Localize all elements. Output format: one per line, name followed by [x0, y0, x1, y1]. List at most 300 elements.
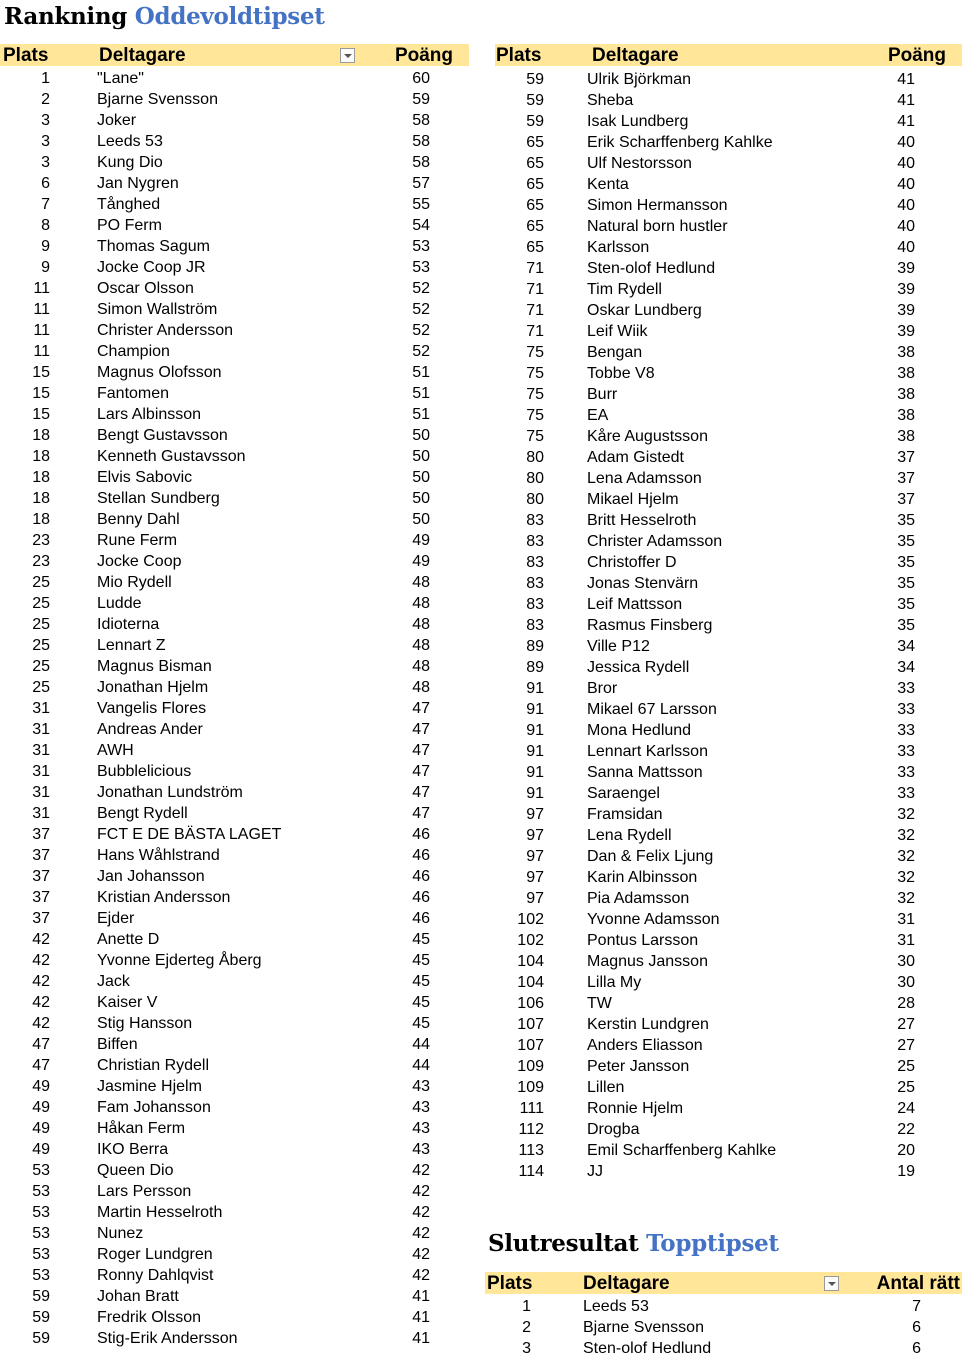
cell-poang: 27	[897, 1016, 915, 1033]
cell-deltagare: Simon Hermansson	[587, 197, 728, 214]
cell-poang: 35	[897, 554, 915, 571]
cell-poang: 42	[412, 1246, 430, 1263]
cell-deltagare: Drogba	[587, 1121, 640, 1138]
table-row	[0, 1181, 469, 1202]
table-row	[0, 446, 469, 467]
cell-deltagare: "Lane"	[97, 70, 144, 87]
cell-deltagare: Leif Wiik	[587, 323, 648, 340]
cell-deltagare: Hans Wåhlstrand	[97, 847, 220, 864]
cell-plats: 104	[517, 953, 544, 970]
table-row	[495, 384, 962, 405]
cell-poang: 34	[897, 659, 915, 676]
cell-poang: 35	[897, 575, 915, 592]
table-row	[0, 1265, 469, 1286]
cell-deltagare: Framsidan	[587, 806, 663, 823]
cell-plats: 59	[526, 92, 544, 109]
table-row	[0, 320, 469, 341]
cell-plats: 75	[526, 365, 544, 382]
cell-plats: 37	[32, 868, 50, 885]
cell-poang: 60	[412, 70, 430, 87]
cell-poang: 32	[897, 869, 915, 886]
cell-deltagare: Ulrik Björkman	[587, 71, 692, 88]
table-row	[495, 930, 962, 951]
cell-plats: 11	[33, 280, 50, 297]
cell-plats: 107	[517, 1037, 544, 1054]
cell-plats: 37	[32, 889, 50, 906]
cell-poang: 49	[412, 553, 430, 570]
cell-poang: 39	[897, 281, 915, 298]
cell-plats: 53	[32, 1162, 50, 1179]
cell-poang: 33	[897, 743, 915, 760]
cell-plats: 15	[32, 364, 50, 381]
cell-deltagare: Andreas Ander	[97, 721, 203, 738]
cell-deltagare: Jonathan Hjelm	[97, 679, 209, 696]
table-row	[0, 404, 469, 425]
table-row	[495, 636, 962, 657]
table-row	[485, 1296, 962, 1317]
cell-deltagare: Jan Nygren	[97, 175, 179, 192]
cell-plats: 83	[526, 533, 544, 550]
cell-plats: 42	[32, 952, 50, 969]
table-row	[495, 825, 962, 846]
cell-plats: 59	[526, 71, 544, 88]
cell-plats: 97	[526, 890, 544, 907]
table-row	[0, 1286, 469, 1307]
cell-deltagare: Dan & Felix Ljung	[587, 848, 714, 865]
cell-plats: 106	[517, 995, 544, 1012]
cell-poang: 39	[897, 323, 915, 340]
cell-plats: 23	[32, 553, 50, 570]
table-row	[0, 1055, 469, 1076]
cell-plats: 102	[517, 911, 544, 928]
table-row	[0, 173, 469, 194]
cell-poang: 45	[412, 1015, 430, 1032]
cell-plats: 25	[32, 574, 50, 591]
table-row	[0, 509, 469, 530]
cell-deltagare: Sheba	[587, 92, 634, 109]
cell-plats: 25	[32, 595, 50, 612]
cell-deltagare: Mikael Hjelm	[587, 491, 679, 508]
cell-poang: 47	[412, 721, 430, 738]
cell-poang: 48	[412, 679, 430, 696]
cell-deltagare: Leeds 53	[583, 1298, 649, 1315]
cell-plats: 97	[526, 806, 544, 823]
table-row	[0, 131, 469, 152]
cell-plats: 31	[32, 742, 50, 759]
cell-poang: 58	[412, 112, 430, 129]
cell-deltagare: Leeds 53	[97, 133, 163, 150]
table-row	[495, 720, 962, 741]
cell-plats: 31	[32, 784, 50, 801]
table-row	[495, 1035, 962, 1056]
cell-plats: 9	[41, 238, 50, 255]
cell-poang: 43	[412, 1141, 430, 1158]
table-row	[0, 698, 469, 719]
cell-plats: 6	[41, 175, 50, 192]
table-row	[0, 530, 469, 551]
cell-plats: 15	[32, 385, 50, 402]
cell-plats: 107	[517, 1016, 544, 1033]
cell-deltagare: Oscar Olsson	[97, 280, 194, 297]
table-row	[0, 929, 469, 950]
cell-plats: 18	[32, 511, 50, 528]
table-row	[495, 552, 962, 573]
cell-deltagare: Lennart Karlsson	[587, 743, 708, 760]
table-row	[0, 488, 469, 509]
table-row	[495, 447, 962, 468]
cell-plats: 37	[32, 826, 50, 843]
cell-plats: 75	[526, 407, 544, 424]
cell-deltagare: Elvis Sabovic	[97, 469, 193, 486]
table-row	[495, 615, 962, 636]
cell-plats: 59	[32, 1288, 50, 1305]
table-row	[0, 887, 469, 908]
cell-poang: 32	[897, 806, 915, 823]
header-plats: Plats	[3, 45, 49, 66]
cell-poang: 41	[412, 1288, 430, 1305]
cell-poang: 45	[412, 931, 430, 948]
table-row	[0, 152, 469, 173]
cell-plats: 42	[32, 1015, 50, 1032]
cell-poang: 31	[897, 932, 915, 949]
cell-poang: 33	[897, 701, 915, 718]
table-row	[495, 594, 962, 615]
cell-deltagare: Joker	[97, 112, 137, 129]
cell-deltagare: Stig-Erik Andersson	[97, 1330, 238, 1347]
cell-plats: 89	[526, 659, 544, 676]
cell-deltagare: Ludde	[97, 595, 142, 612]
cell-poang: 33	[897, 722, 915, 739]
table-row	[0, 299, 469, 320]
table-row	[0, 971, 469, 992]
ranking-right-table	[495, 69, 962, 1182]
ranking-title	[4, 2, 325, 32]
cell-deltagare: Jocke Coop	[97, 553, 182, 570]
table-row	[495, 216, 962, 237]
cell-deltagare: Lena Rydell	[587, 827, 672, 844]
table-row	[0, 1118, 469, 1139]
cell-deltagare: Christer Andersson	[97, 322, 234, 339]
cell-deltagare: Burr	[587, 386, 618, 403]
cell-deltagare: Anders Eliasson	[587, 1037, 703, 1054]
cell-deltagare: Sten-olof Hedlund	[587, 260, 716, 277]
cell-poang: 35	[897, 533, 915, 550]
table-row	[0, 1328, 469, 1349]
cell-deltagare: Karin Albinsson	[587, 869, 698, 886]
cell-deltagare: Saraengel	[587, 785, 660, 802]
cell-plats: 53	[32, 1183, 50, 1200]
table-row	[495, 1098, 962, 1119]
cell-plats: 25	[32, 658, 50, 675]
cell-poang: 51	[412, 406, 430, 423]
cell-deltagare: AWH	[97, 742, 134, 759]
cell-plats: 37	[32, 910, 50, 927]
table-row	[495, 1161, 962, 1182]
cell-deltagare: Bjarne Svensson	[97, 91, 218, 108]
table-row	[495, 951, 962, 972]
table-row	[0, 1097, 469, 1118]
table-row	[0, 740, 469, 761]
cell-plats: 15	[32, 406, 50, 423]
cell-deltagare: Kenneth Gustavsson	[97, 448, 246, 465]
table-row	[495, 426, 962, 447]
cell-poang: 59	[412, 91, 430, 108]
cell-plats: 91	[526, 680, 544, 697]
cell-poang: 46	[412, 889, 430, 906]
cell-poang: 37	[897, 491, 915, 508]
cell-deltagare: Jessica Rydell	[587, 659, 690, 676]
table-row	[485, 1338, 962, 1359]
cell-plats: 9	[41, 259, 50, 276]
cell-poang: 40	[897, 155, 915, 172]
cell-deltagare: Oskar Lundberg	[587, 302, 702, 319]
table-row	[495, 69, 962, 90]
table-row	[495, 972, 962, 993]
cell-deltagare: Ronny Dahlqvist	[97, 1267, 214, 1284]
cell-plats: 91	[526, 785, 544, 802]
table-row	[0, 551, 469, 572]
table-row	[0, 425, 469, 446]
cell-poang: 57	[412, 175, 430, 192]
cell-poang: 48	[412, 658, 430, 675]
table-row	[495, 657, 962, 678]
cell-deltagare: Jocke Coop JR	[97, 259, 206, 276]
cell-deltagare: Ejder	[97, 910, 135, 927]
cell-plats: 42	[32, 973, 50, 990]
cell-deltagare: Isak Lundberg	[587, 113, 689, 130]
cell-poang: 35	[897, 617, 915, 634]
filter-dropdown-icon[interactable]	[824, 1276, 839, 1291]
cell-deltagare: Lars Persson	[97, 1183, 192, 1200]
table-row	[495, 846, 962, 867]
cell-plats: 25	[32, 616, 50, 633]
cell-poang: 45	[412, 973, 430, 990]
cell-plats: 47	[32, 1057, 50, 1074]
cell-deltagare: Martin Hesselroth	[97, 1204, 223, 1221]
table-row	[0, 1139, 469, 1160]
cell-poang: 41	[412, 1330, 430, 1347]
cell-deltagare: Biffen	[97, 1036, 138, 1053]
cell-plats: 80	[526, 449, 544, 466]
table-row	[0, 236, 469, 257]
cell-deltagare: IKO Berra	[97, 1141, 169, 1158]
cell-plats: 18	[32, 427, 50, 444]
cell-deltagare: Benny Dahl	[97, 511, 180, 528]
cell-poang: 50	[412, 448, 430, 465]
cell-poang: 40	[897, 218, 915, 235]
cell-deltagare: Stig Hansson	[97, 1015, 193, 1032]
table-row	[0, 467, 469, 488]
cell-plats: 71	[526, 260, 544, 277]
table-row	[0, 782, 469, 803]
table-row	[0, 1013, 469, 1034]
cell-deltagare: Britt Hesselroth	[587, 512, 697, 529]
cell-plats: 18	[32, 448, 50, 465]
table-row	[0, 278, 469, 299]
cell-plats: 1	[522, 1298, 531, 1315]
table-row	[0, 950, 469, 971]
cell-poang: 48	[412, 574, 430, 591]
cell-poang: 43	[412, 1120, 430, 1137]
table-row	[0, 593, 469, 614]
cell-antal-ratt: 7	[912, 1298, 921, 1315]
cell-plats: 109	[517, 1079, 544, 1096]
cell-deltagare: Erik Scharffenberg Kahlke	[587, 134, 773, 151]
cell-poang: 25	[897, 1058, 915, 1075]
table-row	[0, 362, 469, 383]
table-row	[0, 572, 469, 593]
cell-deltagare: FCT E DE BÄSTA LAGET	[97, 826, 282, 843]
cell-deltagare: Fantomen	[97, 385, 170, 402]
cell-deltagare: Queen Dio	[97, 1162, 174, 1179]
cell-deltagare: Johan Bratt	[97, 1288, 179, 1305]
cell-plats: 111	[519, 1100, 544, 1117]
cell-deltagare: Magnus Bisman	[97, 658, 212, 675]
header-plats: Plats	[487, 1273, 533, 1294]
cell-poang: 50	[412, 490, 430, 507]
cell-poang: 47	[412, 784, 430, 801]
cell-plats: 97	[526, 827, 544, 844]
cell-plats: 75	[526, 428, 544, 445]
table-row	[0, 908, 469, 929]
cell-plats: 83	[526, 596, 544, 613]
cell-poang: 58	[412, 133, 430, 150]
cell-deltagare: Tim Rydell	[587, 281, 662, 298]
cell-plats: 31	[32, 700, 50, 717]
cell-deltagare: Bubblelicious	[97, 763, 192, 780]
cell-poang: 52	[412, 322, 430, 339]
cell-plats: 53	[32, 1267, 50, 1284]
cell-deltagare: Bror	[587, 680, 618, 697]
cell-poang: 53	[412, 259, 430, 276]
cell-plats: 65	[526, 239, 544, 256]
cell-plats: 59	[32, 1309, 50, 1326]
cell-plats: 18	[32, 469, 50, 486]
cell-deltagare: Lilla My	[587, 974, 642, 991]
cell-plats: 65	[526, 134, 544, 151]
cell-poang: 39	[897, 260, 915, 277]
cell-plats: 83	[526, 512, 544, 529]
cell-deltagare: Simon Wallström	[97, 301, 218, 318]
table-row	[0, 1160, 469, 1181]
table-row	[495, 510, 962, 531]
cell-deltagare: Ulf Nestorsson	[587, 155, 692, 172]
cell-deltagare: Tobbe V8	[587, 365, 655, 382]
cell-poang: 37	[897, 449, 915, 466]
cell-poang: 48	[412, 595, 430, 612]
cell-antal-ratt: 6	[912, 1340, 921, 1357]
cell-deltagare: Sanna Mattsson	[587, 764, 703, 781]
cell-deltagare: Jonathan Lundström	[97, 784, 243, 801]
cell-poang: 34	[897, 638, 915, 655]
ranking-left-table	[0, 68, 469, 1349]
cell-deltagare: Nunez	[97, 1225, 144, 1242]
table-row	[495, 888, 962, 909]
cell-plats: 59	[526, 113, 544, 130]
cell-poang: 54	[412, 217, 430, 234]
table-row	[495, 405, 962, 426]
cell-poang: 41	[412, 1309, 430, 1326]
cell-plats: 3	[522, 1340, 531, 1357]
cell-deltagare: Jan Johansson	[97, 868, 205, 885]
cell-plats: 3	[41, 154, 50, 171]
cell-plats: 2	[41, 91, 50, 108]
table-row	[495, 741, 962, 762]
cell-plats: 91	[526, 701, 544, 718]
cell-plats: 11	[33, 301, 50, 318]
cell-plats: 112	[518, 1121, 544, 1138]
cell-deltagare: Yvonne Ejderteg Åberg	[97, 952, 262, 969]
cell-plats: 11	[33, 322, 50, 339]
cell-deltagare: Ronnie Hjelm	[587, 1100, 684, 1117]
cell-deltagare: Idioterna	[97, 616, 160, 633]
cell-deltagare: Kristian Andersson	[97, 889, 231, 906]
cell-poang: 52	[412, 280, 430, 297]
cell-poang: 50	[412, 427, 430, 444]
cell-deltagare: Christoffer D	[587, 554, 677, 571]
table-row	[0, 1244, 469, 1265]
cell-plats: 71	[526, 323, 544, 340]
cell-plats: 31	[32, 763, 50, 780]
table-row	[0, 866, 469, 887]
table-row	[495, 909, 962, 930]
table-row	[0, 992, 469, 1013]
cell-plats: 71	[526, 281, 544, 298]
cell-deltagare: Stellan Sundberg	[97, 490, 220, 507]
cell-plats: 11	[33, 343, 50, 360]
table-row	[495, 258, 962, 279]
cell-deltagare: Mikael 67 Larsson	[587, 701, 717, 718]
table-row	[495, 363, 962, 384]
cell-plats: 91	[526, 743, 544, 760]
ranking-left-header	[0, 44, 469, 66]
cell-plats: 49	[32, 1141, 50, 1158]
cell-plats: 18	[32, 490, 50, 507]
slutresultat-title-accent: Topptipset	[646, 1230, 779, 1257]
cell-deltagare: Rasmus Finsberg	[587, 617, 713, 634]
cell-plats: 53	[32, 1225, 50, 1242]
cell-deltagare: Pontus Larsson	[587, 932, 699, 949]
cell-plats: 65	[526, 197, 544, 214]
cell-poang: 45	[412, 994, 430, 1011]
table-row	[0, 677, 469, 698]
cell-poang: 31	[897, 911, 915, 928]
cell-plats: 89	[526, 638, 544, 655]
cell-poang: 46	[412, 910, 430, 927]
table-row	[495, 111, 962, 132]
cell-plats: 80	[526, 470, 544, 487]
cell-poang: 24	[897, 1100, 915, 1117]
cell-poang: 38	[897, 386, 915, 403]
cell-plats: 65	[526, 155, 544, 172]
filter-dropdown-icon[interactable]	[340, 48, 355, 63]
cell-plats: 49	[32, 1078, 50, 1095]
cell-deltagare: Emil Scharffenberg Kahlke	[587, 1142, 777, 1159]
header-deltagare: Deltagare	[592, 45, 679, 66]
cell-deltagare: Bengt Rydell	[97, 805, 188, 822]
table-row	[495, 174, 962, 195]
cell-plats: 80	[526, 491, 544, 508]
ranking-title-accent: Oddevoldtipset	[134, 3, 325, 30]
cell-poang: 20	[897, 1142, 915, 1159]
cell-plats: 3	[41, 133, 50, 150]
cell-deltagare: PO Ferm	[97, 217, 162, 234]
header-deltagare: Deltagare	[99, 45, 186, 66]
table-row	[495, 1140, 962, 1161]
table-row	[0, 257, 469, 278]
cell-poang: 25	[897, 1079, 915, 1096]
cell-deltagare: Kaiser V	[97, 994, 158, 1011]
